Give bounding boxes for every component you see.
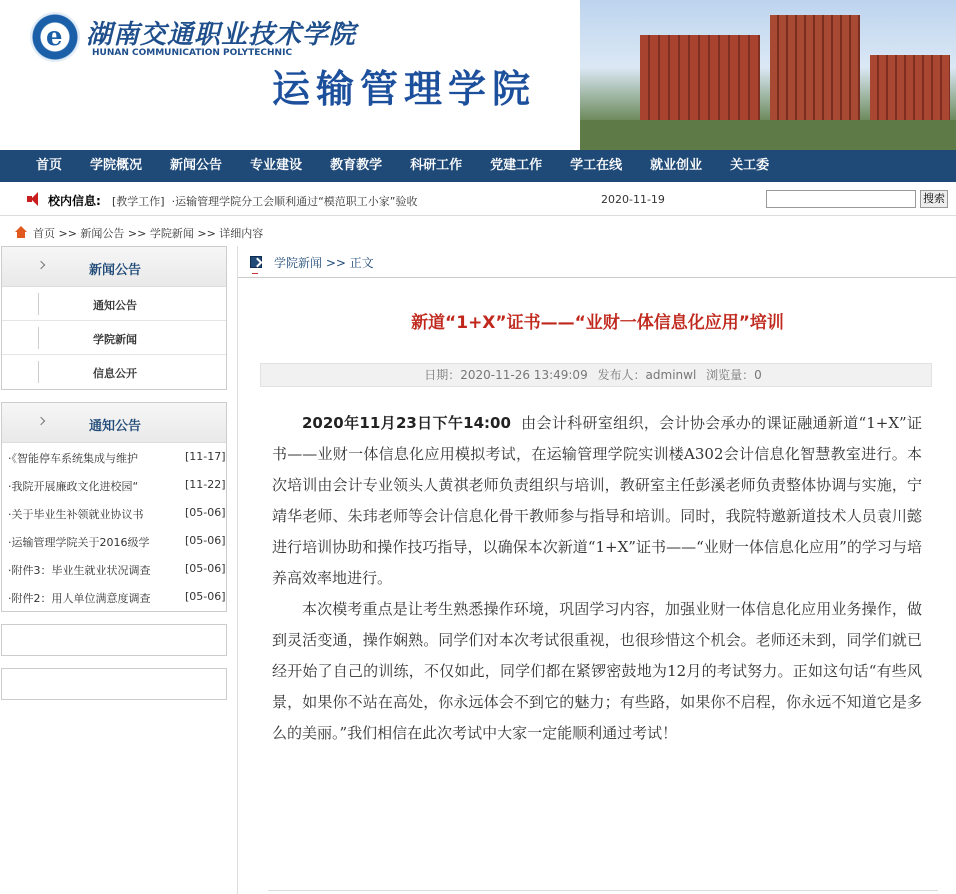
- sidebar-item-label: 信息公开: [93, 367, 137, 380]
- info-category: [教学工作]: [112, 195, 165, 208]
- article-text: 由会计科研室组织，会计协会承办的课证融通新道“1+X”证书——业财一体信息化应用模拟考试，在运输管理学院实训楼A302会计信息化智慧教室进行。本次培训由会计专业领头人黄祺老师负责组织与培训，教研室主任彭溪老师负责整体协调与实施，宁靖华老师、朱玮老师等会计信息化骨干教师参与指导和培训。同时，我院特邀新道技术人员袁川懿进行培训协助和操作技巧指导，以确保本次新道“1+X”证书——“业财一体信息化应用”的学习与培养高效率地进行。: [272, 414, 922, 587]
- nav-item-about[interactable]: 学院概况: [90, 158, 143, 173]
- info-date: 2020-11-19: [601, 193, 665, 206]
- article-body: [272, 408, 922, 749]
- notice-title: ·《智能停车系统集成与维护: [8, 452, 138, 465]
- notice-date: [05-06]: [185, 562, 226, 575]
- notice-panel: [1, 402, 227, 612]
- breadcrumb-text[interactable]: 首页 >> 新闻公告 >> 学院新闻 >> 详细内容: [33, 227, 264, 240]
- search-input[interactable]: [766, 190, 916, 208]
- info-label: 校内信息:: [48, 194, 101, 208]
- news-menu-header: [2, 247, 226, 287]
- notice-date: [05-06]: [185, 506, 226, 519]
- nav-item-home[interactable]: 首页: [36, 158, 63, 173]
- article-author: 发布人：adminwl: [597, 368, 697, 382]
- main-nav: [0, 150, 956, 182]
- notice-title: ·附件3：毕业生就业状况调查: [8, 564, 151, 577]
- notice-title: ·附件2：用人单位满意度调查: [8, 592, 151, 605]
- notice-title: ·关于毕业生补领就业协议书: [8, 508, 144, 521]
- info-headline-link[interactable]: [112, 193, 418, 209]
- building-image: [770, 15, 860, 125]
- notice-list: [2, 443, 226, 611]
- sidebar-item-college-news[interactable]: [2, 321, 226, 355]
- logo-letter: e: [46, 22, 63, 52]
- article-views: 浏览量：0: [706, 368, 762, 382]
- info-headline: ·运输管理学院分工会顺利通过“模范职工小家”验收: [171, 195, 418, 208]
- list-item[interactable]: [2, 499, 226, 527]
- empty-panel: [1, 624, 227, 656]
- info-bar: [0, 182, 956, 216]
- list-item[interactable]: [2, 443, 226, 471]
- nav-item-research[interactable]: 科研工作: [410, 158, 463, 173]
- article-date: 日期：2020-11-26 13:49:09: [424, 368, 588, 382]
- article-paragraph: [272, 408, 922, 594]
- nav-item-students[interactable]: 学工在线: [570, 158, 623, 173]
- sidebar: [0, 246, 228, 700]
- sidebar-item-label: 学院新闻: [93, 333, 137, 346]
- article-meta: [260, 363, 932, 387]
- nav-item-employment[interactable]: 就业创业: [650, 158, 703, 173]
- notice-date: [11-17]: [185, 450, 226, 463]
- speaker-icon: [27, 192, 43, 206]
- notice-date: [11-22]: [185, 478, 226, 491]
- nav-item-majors[interactable]: 专业建设: [250, 158, 303, 173]
- search-button[interactable]: 搜索: [920, 190, 948, 208]
- nav-item-teaching[interactable]: 教育教学: [330, 158, 383, 173]
- lawn-image: [580, 120, 956, 150]
- notice-title: ·我院开展廉政文化进校园“: [8, 480, 139, 493]
- notice-panel-header: [2, 403, 226, 443]
- news-menu: [1, 246, 227, 390]
- news-menu-title: 新闻公告: [88, 263, 141, 278]
- nav-item-party[interactable]: 党建工作: [490, 158, 543, 173]
- notice-panel-title: 通知公告: [88, 419, 141, 434]
- nav-item-news[interactable]: 新闻公告: [170, 158, 223, 173]
- content-header: [238, 246, 956, 278]
- article-lead: 2020年11月23日下午14:00: [302, 414, 511, 432]
- home-icon: [15, 226, 27, 238]
- red-mark-icon: [252, 273, 258, 276]
- divider: [268, 890, 938, 891]
- breadcrumb: [0, 216, 956, 246]
- article-paragraph: 本次模考重点是让考生熟悉操作环境，巩固学习内容，加强业财一体信息化应用业务操作，做到灵活变通，操作娴熟。同学们对本次考试很重视，也很珍惜这个机会。老师还未到，同学们就已经开始了自己的训练，不仅如此，同学们都在紧锣密鼓地为12月的考试努力。正如这句话“有些风景，如果你不站在高处，你永远体会不到它的魅力；有些路，如果你不启程，你永远不知道它是多么的美丽。”我们相信在此次考试中大家一定能顺利通过考试！: [272, 600, 922, 742]
- content-breadcrumb[interactable]: 学院新闻 >> 正文: [274, 256, 374, 270]
- sidebar-item-info-disclosure[interactable]: [2, 355, 226, 389]
- school-name-cn: 湖南交通职业技术学院: [86, 20, 357, 50]
- building-image: [640, 35, 760, 130]
- arrow-box-icon: [250, 256, 262, 268]
- list-item[interactable]: [2, 471, 226, 499]
- notice-date: [05-06]: [185, 590, 226, 603]
- campus-banner-image: [580, 0, 956, 150]
- empty-panel: [1, 668, 227, 700]
- site-header: [0, 0, 956, 150]
- school-name-en: HUNAN COMMUNICATION POLYTECHNIC: [92, 48, 293, 58]
- notice-title: ·运输管理学院关于2016级学: [8, 536, 150, 549]
- college-name: 运输管理学院: [272, 66, 537, 111]
- notice-date: [05-06]: [185, 534, 226, 547]
- nav-item-guanggong[interactable]: 关工委: [730, 158, 770, 173]
- sidebar-item-label: 通知公告: [93, 299, 137, 312]
- article-content: [237, 246, 956, 894]
- list-item[interactable]: [2, 555, 226, 583]
- list-item[interactable]: [2, 527, 226, 555]
- list-item[interactable]: [2, 583, 226, 611]
- sidebar-item-notices[interactable]: [2, 287, 226, 321]
- building-image: [870, 55, 950, 125]
- article-title: 新道“1+X”证书——“业财一体信息化应用”培训: [411, 313, 784, 333]
